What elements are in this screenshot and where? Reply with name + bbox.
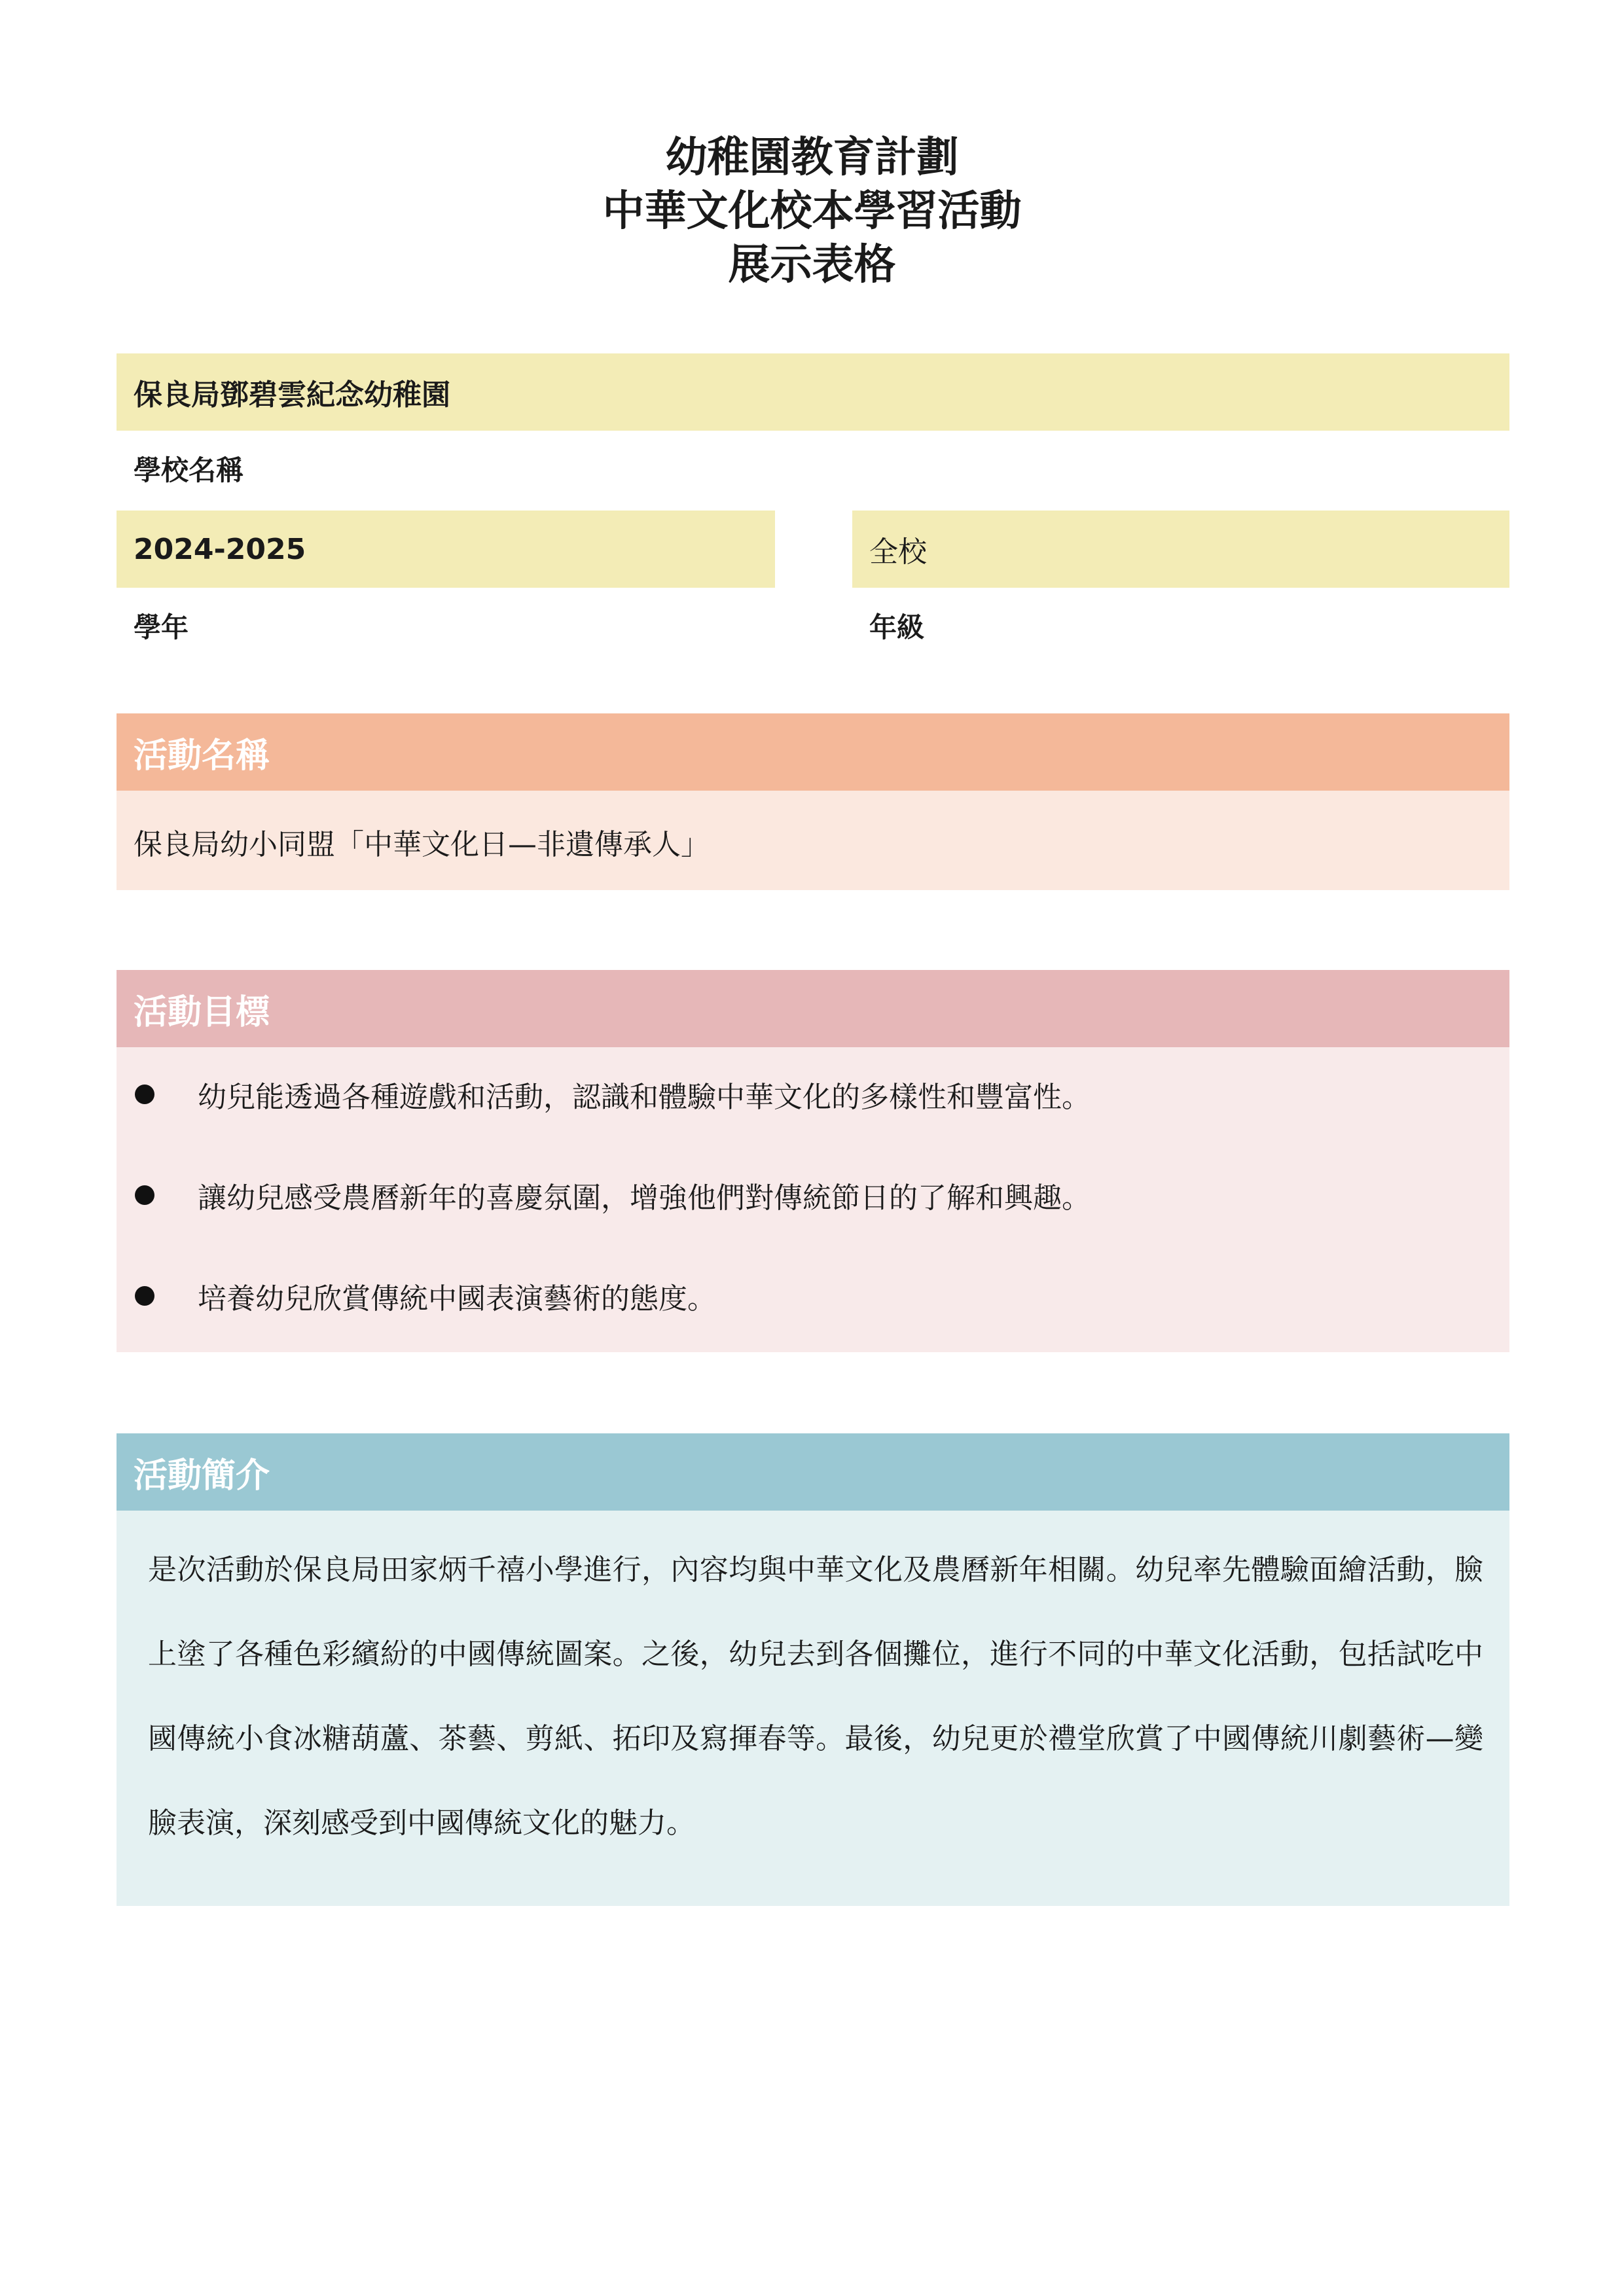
activity-intro-header — [117, 1433, 1509, 1511]
title-line-1: 幼稚園教育計劃 — [665, 134, 959, 182]
school-year-label: 學年 — [134, 611, 189, 643]
activity-name-body — [117, 791, 1509, 890]
activity-name-header — [117, 713, 1509, 791]
activity-name-value: 保良局幼小同盟「中華文化日—非遺傳承人」 — [134, 828, 710, 861]
school-year-field — [117, 511, 775, 588]
title-line-3: 展示表格 — [728, 241, 896, 289]
activity-goals-body — [117, 1047, 1509, 1352]
grade-label: 年級 — [869, 611, 925, 643]
school-year-value: 2024-2025 — [134, 532, 306, 566]
activity-goals-header — [117, 970, 1509, 1047]
activity-goals-heading: 活動目標 — [134, 992, 270, 1032]
school-name-value: 保良局鄧碧雲紀念幼稚園 — [134, 378, 450, 412]
bullet-icon — [135, 1085, 154, 1104]
activity-intro-text: 是次活動於保良局田家炳千禧小學進行，內容均與中華文化及農曆新年相關。幼兒率先體驗面繪活動，臉上塗了各種色彩繽紛的中國傳統圖案。之後，幼兒去到各個攤位，進行不同的中華文化活動，包括試吃中國傳統小食冰糖葫蘆、茶藝、剪紙、拓印及寫揮春等。最後，幼兒更於禮堂欣賞了中國傳統川劇藝術—變臉表演，深刻感受到中國傳統文化的魅力。 — [148, 1553, 1483, 1840]
title-line-2: 中華文化校本學習活動 — [602, 187, 1022, 236]
goal-text: 讓幼兒感受農曆新年的喜慶氛圍，增強他們對傳統節日的了解和興趣。 — [198, 1181, 1091, 1215]
grade-value: 全校 — [869, 535, 927, 569]
activity-name-heading: 活動名稱 — [134, 736, 270, 776]
goal-item — [117, 1276, 1509, 1316]
activity-intro-body — [117, 1511, 1509, 1906]
school-name-label: 學校名稱 — [134, 454, 244, 486]
page-title — [0, 131, 1624, 292]
bullet-icon — [135, 1286, 154, 1306]
goal-text: 培養幼兒欣賞傳統中國表演藝術的態度。 — [198, 1282, 716, 1316]
goal-item — [117, 1075, 1509, 1114]
grade-field — [852, 511, 1509, 588]
activity-intro-heading: 活動簡介 — [134, 1456, 270, 1496]
goal-item — [117, 1175, 1509, 1215]
bullet-icon — [135, 1185, 154, 1205]
goal-text: 幼兒能透過各種遊戲和活動，認識和體驗中華文化的多樣性和豐富性。 — [198, 1081, 1091, 1114]
school-name-field — [117, 353, 1509, 431]
